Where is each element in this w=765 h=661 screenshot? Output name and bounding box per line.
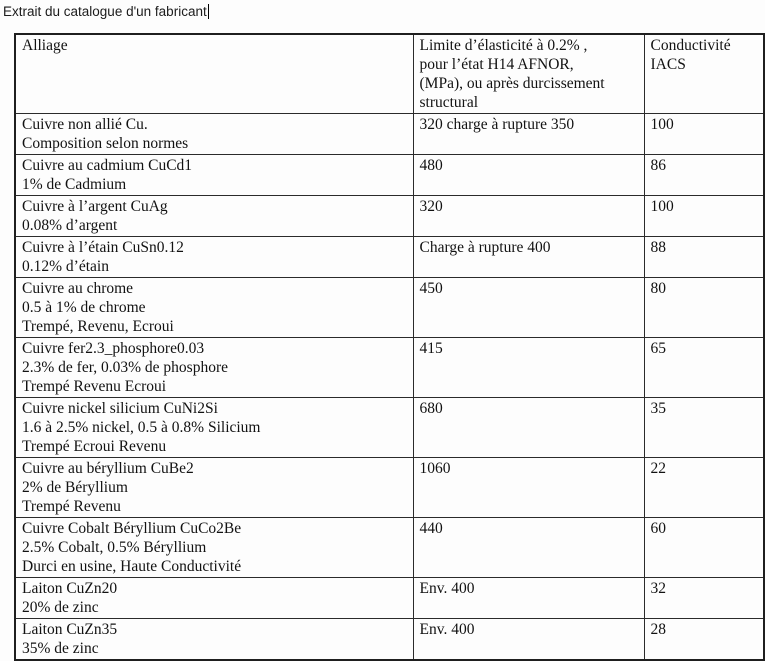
conductivity-cell: 100: [644, 114, 764, 155]
limit-cell: 415: [413, 338, 644, 398]
table-row: [15, 155, 764, 196]
limit-cell: 320 charge à rupture 350: [413, 114, 644, 155]
conductivity-cell: 80: [644, 278, 764, 338]
column-header-alloy: Alliage: [15, 34, 413, 114]
text-cursor: [208, 4, 210, 19]
alloy-cell: Cuivre au béryllium CuBe2 2% de Béryllium Trempé Revenu: [15, 458, 413, 518]
conductivity-cell: 35: [644, 398, 764, 458]
conductivity-cell: 32: [644, 578, 764, 619]
conductivity-cell: 60: [644, 518, 764, 578]
table-row: [15, 338, 764, 398]
limit-cell: 1060: [413, 458, 644, 518]
alloy-cell: Laiton CuZn35 35% de zinc: [15, 619, 413, 661]
alloy-cell: Cuivre à l’argent CuAg 0.08% d’argent: [15, 196, 413, 237]
alloy-cell: Cuivre Cobalt Béryllium CuCo2Be 2.5% Cobalt, 0.5% Béryllium Durci en usine, Haute Conductivité: [15, 518, 413, 578]
table-body: [15, 114, 764, 661]
header-row: [15, 34, 764, 114]
limit-cell: Env. 400: [413, 619, 644, 661]
limit-cell: Env. 400: [413, 578, 644, 619]
alloy-cell: Cuivre à l’étain CuSn0.12 0.12% d’étain: [15, 237, 413, 278]
alloy-cell: Laiton CuZn20 20% de zinc: [15, 578, 413, 619]
limit-cell: 440: [413, 518, 644, 578]
table-row: [15, 114, 764, 155]
alloy-cell: Cuivre nickel silicium CuNi2Si 1.6 à 2.5% nickel, 0.5 à 0.8% Silicium Trempé Ecroui Revenu: [15, 398, 413, 458]
page-title: [3, 4, 209, 19]
alloy-cell: Cuivre non allié Cu. Composition selon normes: [15, 114, 413, 155]
alloy-cell: Cuivre au cadmium CuCd1 1% de Cadmium: [15, 155, 413, 196]
table-row: [15, 196, 764, 237]
table-row: [15, 278, 764, 338]
table-row: [15, 578, 764, 619]
table-row: [15, 237, 764, 278]
limit-cell: 480: [413, 155, 644, 196]
conductivity-cell: 88: [644, 237, 764, 278]
conductivity-cell: 65: [644, 338, 764, 398]
conductivity-cell: 22: [644, 458, 764, 518]
table-row: [15, 458, 764, 518]
limit-cell: 450: [413, 278, 644, 338]
limit-cell: 320: [413, 196, 644, 237]
column-header-conductivity: Conductivité IACS: [644, 34, 764, 114]
alloy-cell: Cuivre fer2.3_phosphore0.03 2.3% de fer, 0.03% de phosphore Trempé Revenu Ecroui: [15, 338, 413, 398]
limit-cell: 680: [413, 398, 644, 458]
conductivity-cell: 100: [644, 196, 764, 237]
page-title-text: Extrait du catalogue d'un fabricant: [3, 4, 207, 19]
table-row: [15, 619, 764, 661]
column-header-limit: Limite d’élasticité à 0.2% , pour l’état H14 AFNOR, (MPa), ou après durcissement structural: [413, 34, 644, 114]
conductivity-cell: 28: [644, 619, 764, 661]
alloy-cell: Cuivre au chrome 0.5 à 1% de chrome Trempé, Revenu, Ecroui: [15, 278, 413, 338]
conductivity-cell: 86: [644, 155, 764, 196]
table-row: [15, 518, 764, 578]
table-row: [15, 398, 764, 458]
catalogue-table: [14, 33, 765, 661]
table-header: [15, 34, 764, 114]
limit-cell: Charge à rupture 400: [413, 237, 644, 278]
